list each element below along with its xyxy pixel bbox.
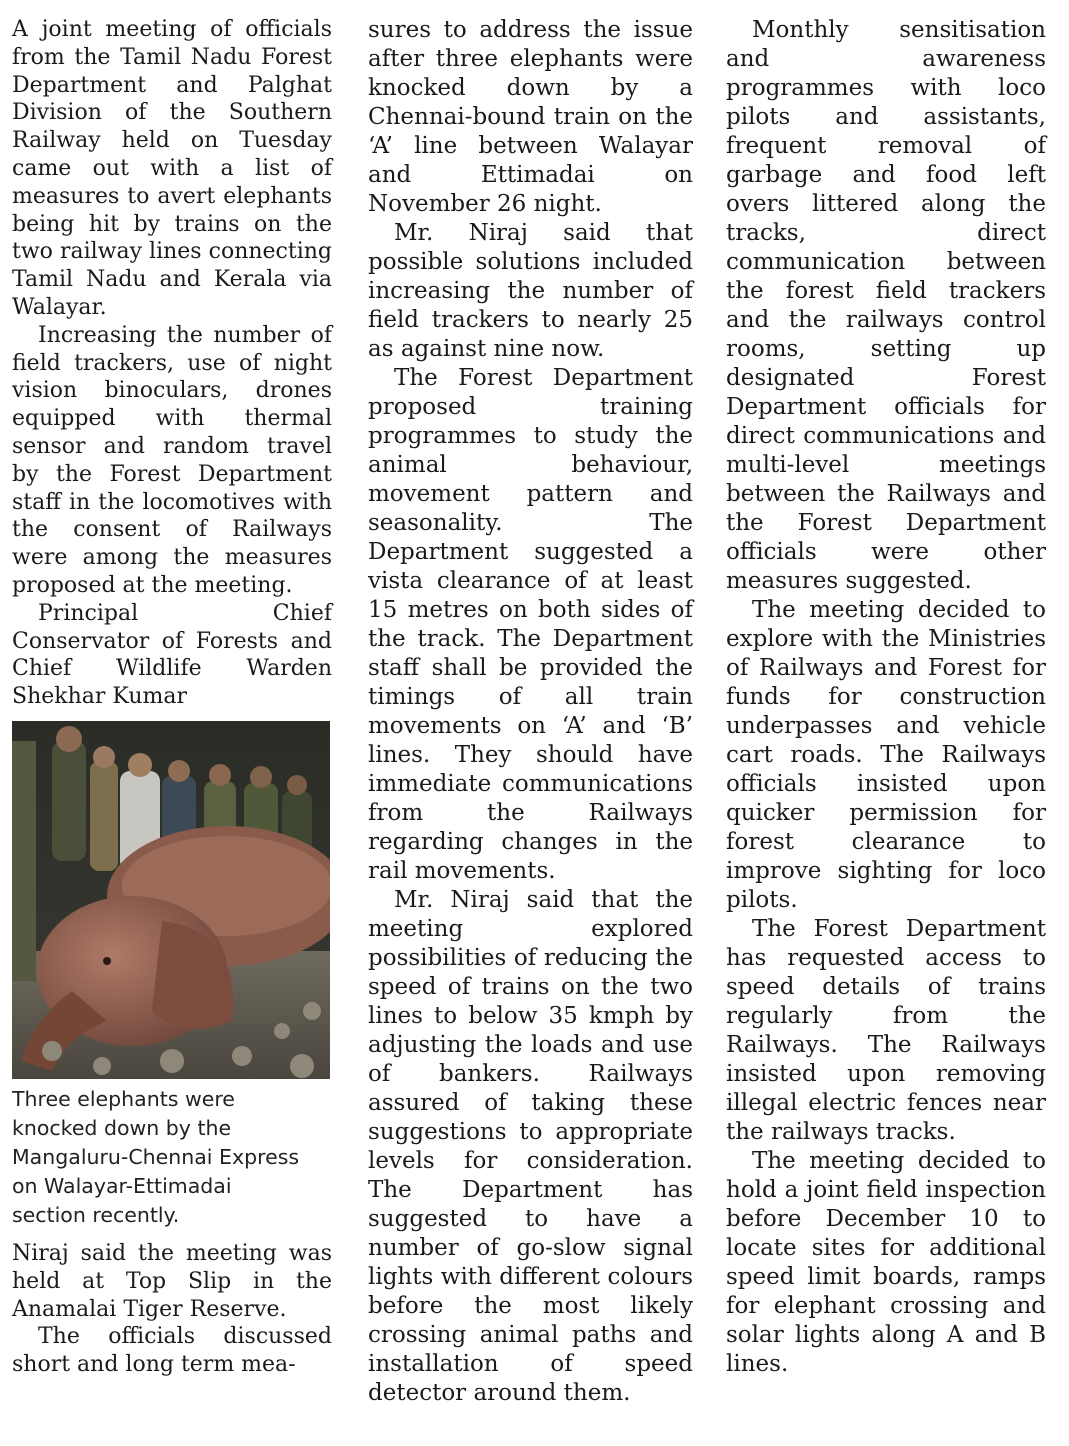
paragraph: Niraj said the meeting was held at Top Slip in the Anamalai Tiger Reserve. (12, 1240, 332, 1322)
paragraph: Mr. Niraj said that possible solutions included increasing the number of field trackers to nearly 25 as against nine now. (368, 220, 693, 362)
paragraph: The Forest Department has requested access to speed details of trains regularly from the Railways. The Railways insisted upon removing illegal electric fences near the railways tracks. (726, 916, 1046, 1145)
caption-line: section recently. (12, 1202, 180, 1227)
article-column-1 (12, 16, 332, 1379)
article-column-2 (368, 16, 693, 1408)
caption-line: Three elephants were (12, 1086, 235, 1111)
caption-line: on Walayar-Ettimadai (12, 1173, 232, 1198)
paragraph: sures to address the issue after three elephants were knocked down by a Chennai-bound train on the ‘A’ line between Walayar and Ettimadai on November 26 night. (368, 17, 693, 217)
paragraph: Mr. Niraj said that the meeting explored possibilities of reducing the speed of trains on the two lines to below 35 kmph by adjusting the loads and use of bankers. Railways assured of taking these suggestions to appropriate levels for consideration. The Department has suggested to have a number of go-slow signal lights with different colours before the most likely crossing animal paths and installation of speed detector around them. (368, 887, 693, 1406)
paragraph: Increasing the number of field trackers, use of night vision binoculars, drones equipped with thermal sensor and random travel by the Forest Department staff in the locomotives with the consent of Railways were among the measures proposed at the meeting. (12, 322, 332, 598)
paragraph: Principal Chief Conservator of Forests and Chief Wildlife Warden Shekhar Kumar (12, 600, 332, 710)
paragraph: The meeting decided to explore with the Ministries of Railways and Forest for funds for construction underpasses and vehicle cart roads. The Railways officials insisted upon quicker permission for forest clearance to improve sighting for loco pilots. (726, 597, 1046, 913)
paragraph: The Forest Department proposed training programmes to study the animal behaviour, movement pattern and seasonality. The Department suggested a vista clearance of at least 15 metres on both sides of the track. The Department staff shall be provided the timings of all train movements on ‘A’ and ‘B’ lines. They should have immediate communications from the Railways regarding changes in the rail movements. (368, 365, 693, 884)
paragraph: The officials discussed short and long term mea- (12, 1324, 332, 1378)
paragraph: Monthly sensitisation and awareness programmes with loco pilots and assistants, frequent removal of garbage and food left overs littered along the tracks, direct communication between the forest field trackers and the railways control rooms, setting up designated Forest Department officials for direct communications and multi-level meetings between the Railways and the Forest Department officials were other measures suggested. (726, 17, 1046, 594)
paragraph: The meeting decided to hold a joint field inspection before December 10 to locate sites for additional speed limit boards, ramps for elephant crossing and solar lights along A and B lines. (726, 1148, 1046, 1377)
caption-line: Mangaluru-Chennai Express (12, 1144, 300, 1169)
caption-line: knocked down by the (12, 1115, 232, 1140)
photo-caption (12, 1085, 332, 1230)
elephant-photo (12, 721, 330, 1079)
article-column-3 (726, 16, 1046, 1379)
paragraph: A joint meeting of officials from the Tamil Nadu Forest Department and Palghat Division of the Southern Railway held on Tuesday came out with a list of measures to avert elephants being hit by trains on the two railway lines connecting Tamil Nadu and Kerala via Walayar. (12, 17, 332, 320)
